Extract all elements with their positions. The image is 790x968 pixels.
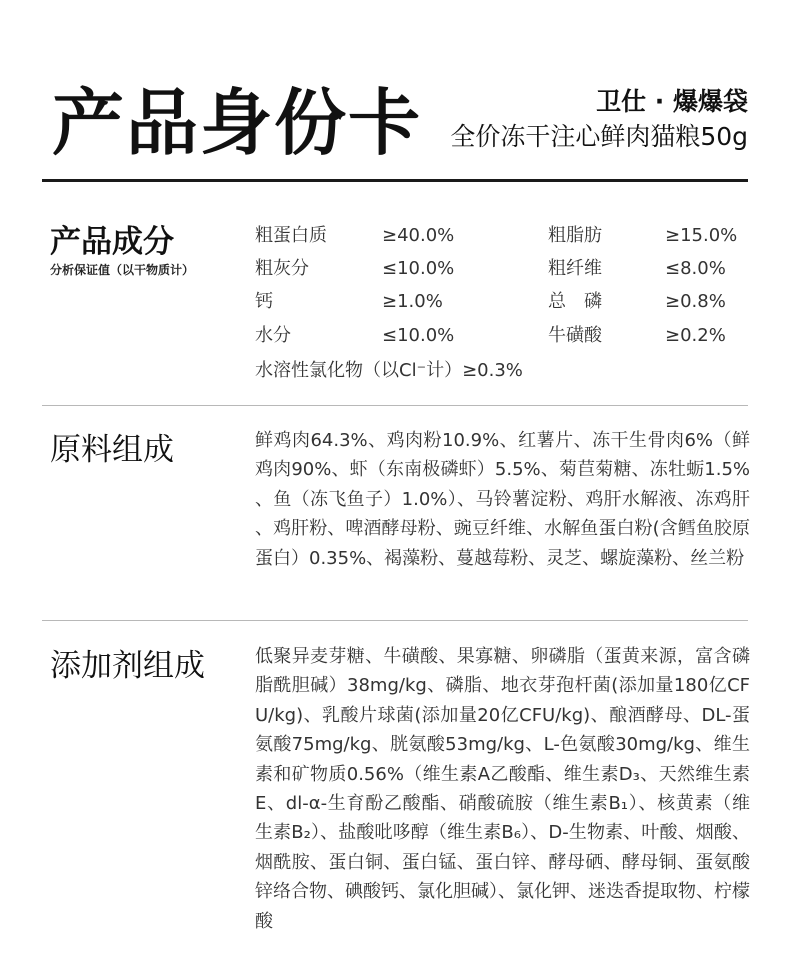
nutrient-value: ≤8.0% [665, 258, 726, 279]
section-divider [42, 620, 748, 621]
nutrient-name: 粗纤维 [548, 258, 602, 279]
nutrient-value: ≥0.2% [665, 325, 726, 346]
nutrient-name: 粗蛋白质 [255, 225, 327, 246]
additives-text: 低聚异麦芽糖、牛磺酸、果寡糖、卵磷脂（蛋黄来源，富含磷脂酰胆碱）38mg/kg、磷脂、地衣芽孢杆菌(添加量180亿CFU/kg)、乳酸片球菌(添加量20亿CFU/kg)、酿酒酵母、DL-蛋氨酸75mg/kg、胱氨酸53mg/kg、L-色氨酸30mg/kg、维生素和矿物质0.56%（维生素A乙酸酯、维生素D₃、天然维生素E、dl-α-生育酚乙酸酯、硝酸硫胺（维生素B₁）、核黄素（维生素B₂）、盐酸吡哆醇（维生素B₆）、D-生物素、叶酸、烟酸、烟酰胺、蛋白铜、蛋白锰、蛋白锌、酵母硒、酵母铜、蛋氨酸锌络合物、碘酸钙、氯化胆碱）、氯化钾、迷迭香提取物、柠檬酸 [255, 646, 750, 932]
nutrient-value: ≥1.0% [382, 291, 443, 312]
nutrient-value: ≤10.0% [382, 325, 455, 346]
nutrient-name: 粗脂肪 [548, 225, 602, 246]
composition-subnote: 分析保证值（以干物质计） [50, 263, 195, 277]
nutrient-value: ≥15.0% [665, 225, 738, 246]
ingredients-text: 鲜鸡肉64.3%、鸡肉粉10.9%、红薯片、冻干生骨肉6%（鲜鸡肉90%、虾（东南极磷虾）5.5%、菊苣菊糖、冻牡蛎1.5%、鱼（冻飞鱼子）1.0%）、马铃薯淀粉、鸡肝水解液、冻鸡肝、鸡肝粉、啤酒酵母粉、豌豆纤维、水解鱼蛋白粉(含鳕鱼胶原蛋白）0.35%、褐藻粉、蔓越莓粉、灵芝、螺旋藻粉、丝兰粉 [255, 430, 750, 569]
nutrient-name: 总 磷 [548, 291, 602, 312]
composition-heading: 产品成分 [50, 224, 174, 260]
nutrient-value: ≥40.0% [382, 225, 455, 246]
nutrient-value: ≥0.8% [665, 291, 726, 312]
nutrient-name: 钙 [255, 291, 273, 312]
nutrient-name: 牛磺酸 [548, 325, 602, 346]
section-divider [42, 405, 748, 406]
chloride-note: 水溶性氯化物（以Cl⁻计）≥0.3% [255, 360, 523, 381]
nutrient-name: 水分 [255, 325, 291, 346]
page-title: 产品身份卡 [52, 81, 423, 165]
ingredients-heading: 原料组成 [50, 432, 174, 468]
product-name: 全价冻干注心鲜肉猫粮50g [450, 122, 748, 151]
nutrient-value: ≤10.0% [382, 258, 455, 279]
additives-heading: 添加剂组成 [50, 648, 205, 684]
header-rule [42, 179, 748, 182]
product-brand: 卫仕 · 爆爆袋 [596, 87, 748, 116]
nutrient-name: 粗灰分 [255, 258, 309, 279]
